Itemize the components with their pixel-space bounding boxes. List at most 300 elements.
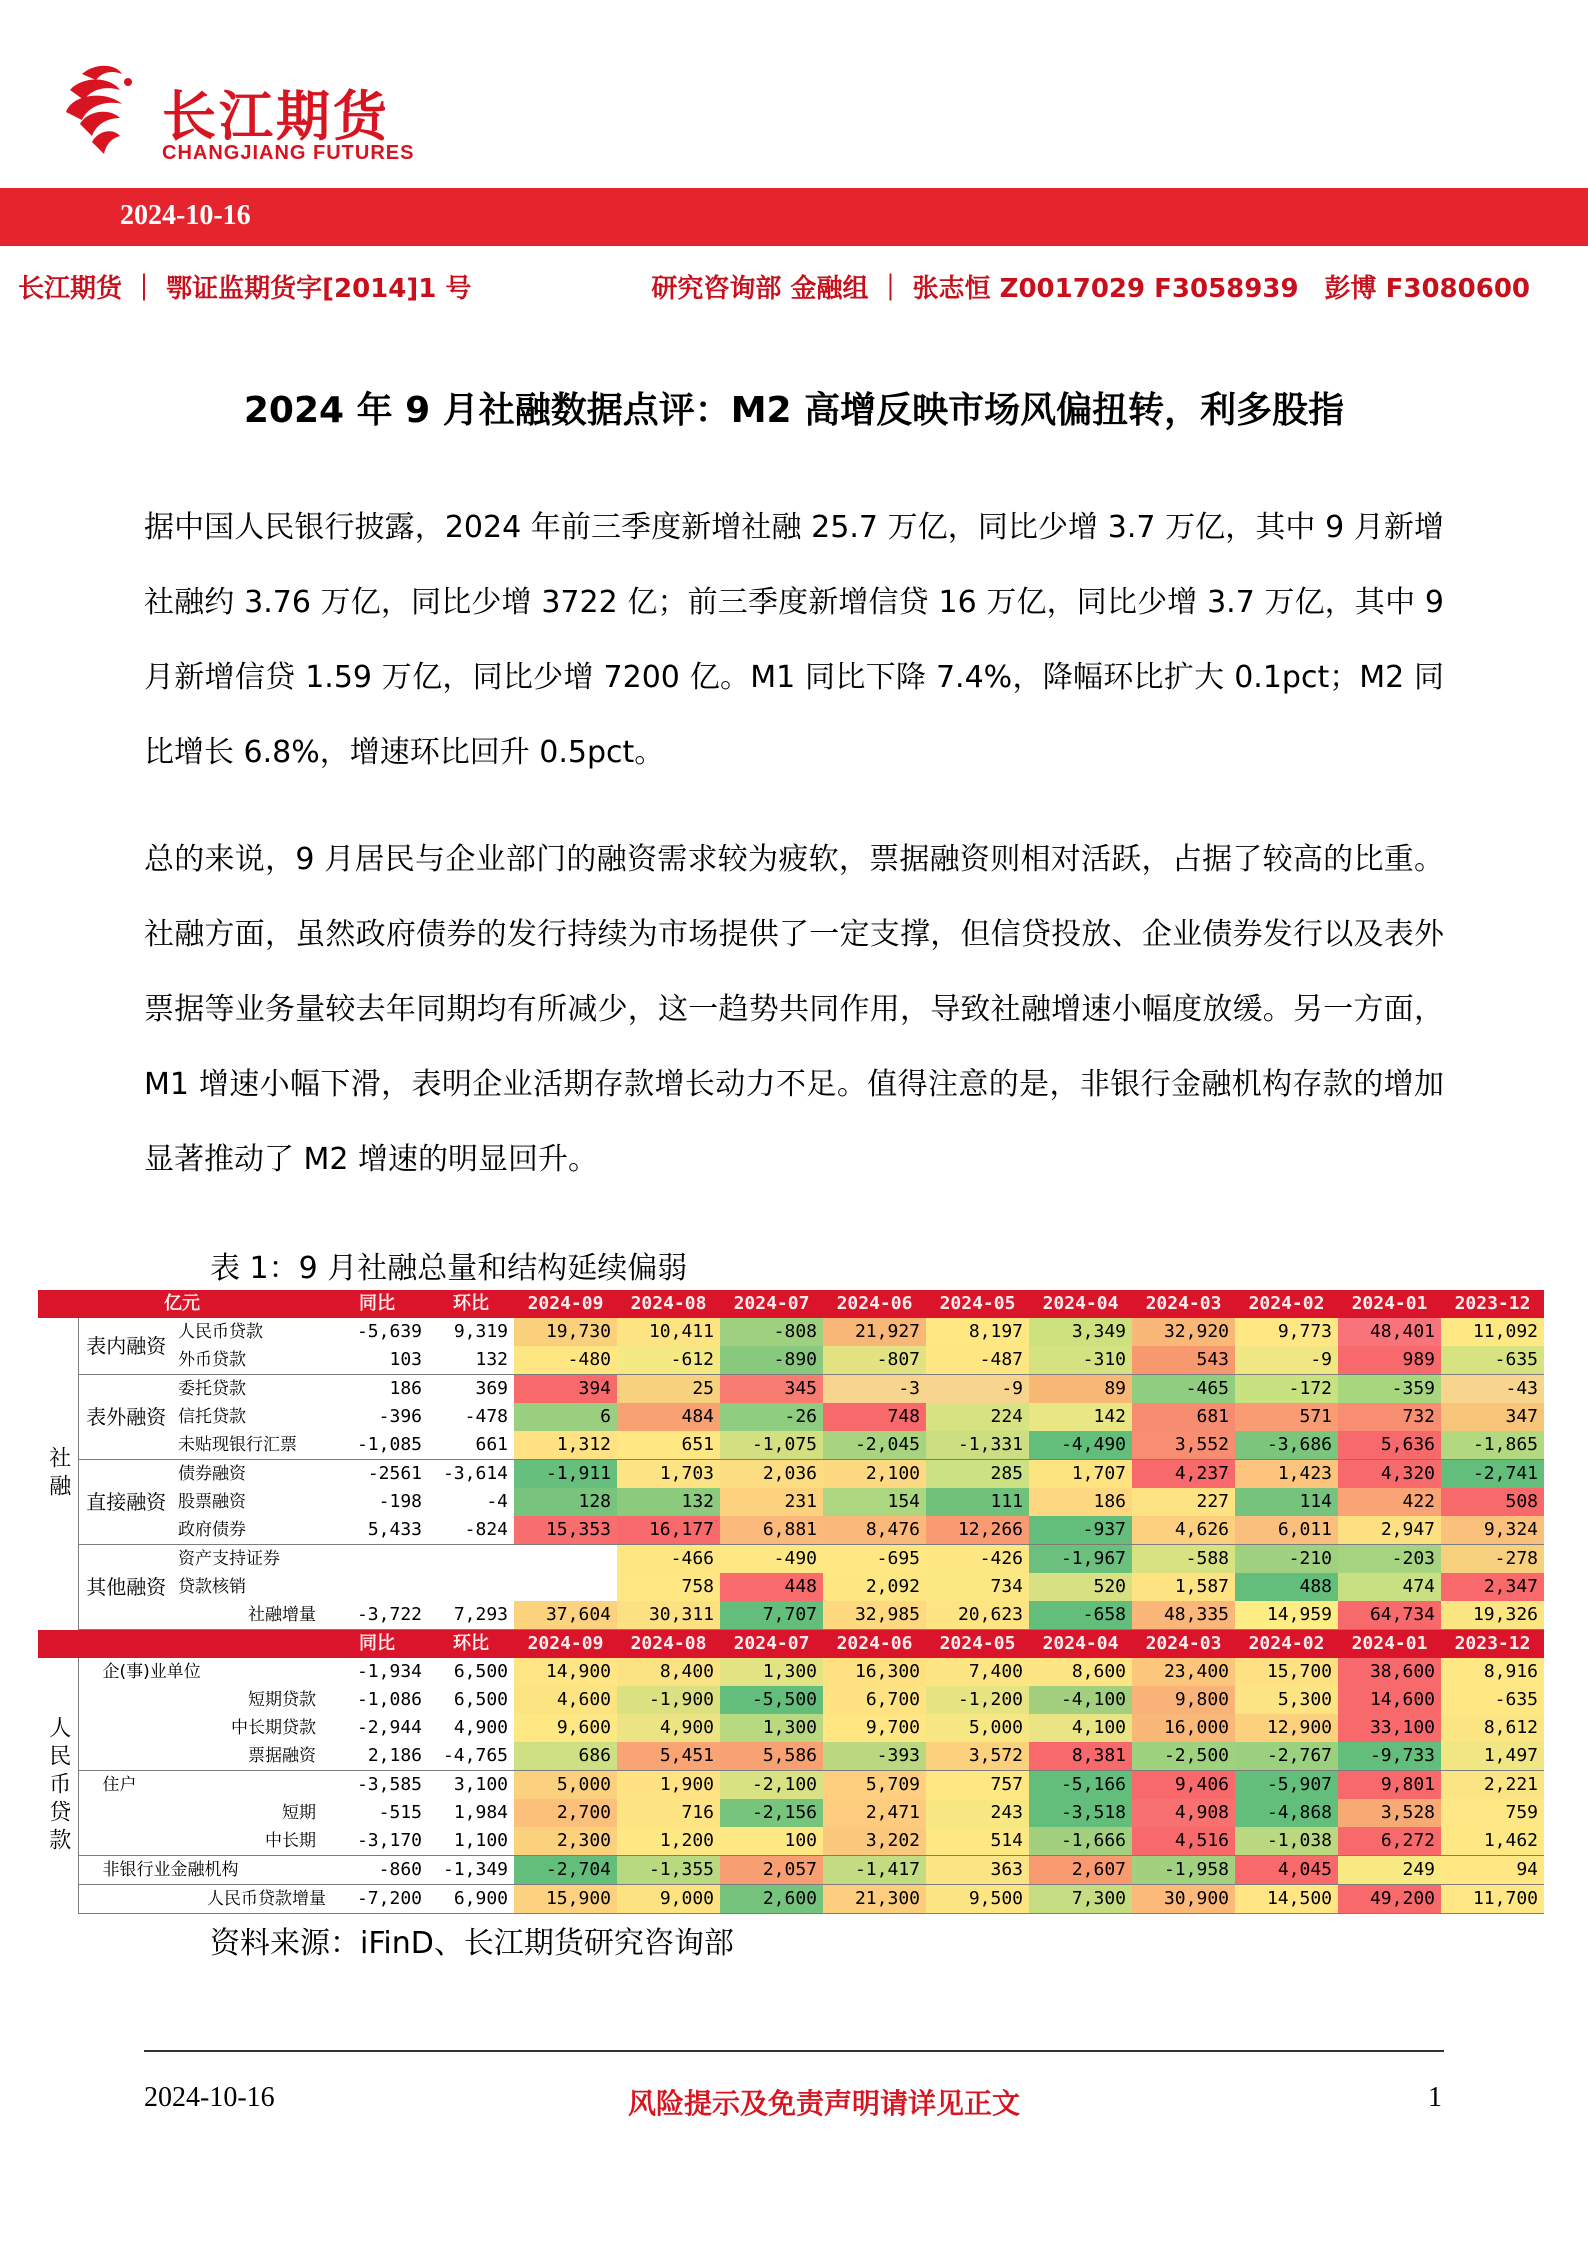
cell-value: 186 bbox=[1029, 1488, 1132, 1516]
cell-mom: 4,900 bbox=[453, 1717, 508, 1738]
cell-value: 8,476 bbox=[823, 1516, 926, 1545]
cell-value: 3,202 bbox=[823, 1827, 926, 1856]
header-month: 2024-09 bbox=[514, 1630, 617, 1659]
cell-value: 227 bbox=[1132, 1488, 1235, 1516]
cell-value: -1,075 bbox=[720, 1431, 823, 1460]
cell-value: 9,500 bbox=[926, 1885, 1029, 1914]
cell-value: 543 bbox=[1132, 1346, 1235, 1375]
cell-value: 128 bbox=[514, 1488, 617, 1516]
cell-mom: 9,319 bbox=[453, 1321, 508, 1342]
cell-value: 111 bbox=[926, 1488, 1029, 1516]
cell-value: 32,985 bbox=[823, 1601, 926, 1630]
table-row bbox=[38, 1885, 1544, 1914]
cell-value: 224 bbox=[926, 1403, 1029, 1431]
company-logo bbox=[62, 60, 422, 170]
cell-value: 64,734 bbox=[1338, 1601, 1441, 1630]
cell-yoy: -3,170 bbox=[326, 1827, 428, 1856]
cell-value: 394 bbox=[514, 1375, 617, 1404]
cell-value: 8,612 bbox=[1441, 1714, 1544, 1742]
table-row bbox=[38, 1799, 1544, 1827]
cell-value: 748 bbox=[823, 1403, 926, 1431]
cell-value: 231 bbox=[720, 1488, 823, 1516]
cell-value: -635 bbox=[1441, 1346, 1544, 1375]
cell-value: 89 bbox=[1029, 1375, 1132, 1404]
cell-value: 6,700 bbox=[823, 1686, 926, 1714]
cell-yoy: -1,934 bbox=[356, 1661, 422, 1682]
table-caption: 表 1：9 月社融总量和结构延续偏弱 bbox=[210, 1251, 688, 1286]
cell-value: -203 bbox=[1338, 1545, 1441, 1574]
cell-value: 6,011 bbox=[1235, 1516, 1338, 1545]
group-label: 直接融资 bbox=[78, 1460, 174, 1545]
cell-value: 8,197 bbox=[926, 1318, 1029, 1346]
cell-value: 8,600 bbox=[1029, 1658, 1132, 1686]
table-row bbox=[38, 1686, 1544, 1714]
cell-value: -487 bbox=[926, 1346, 1029, 1375]
row-label: 股票融资 bbox=[178, 1492, 246, 1512]
cell-value: 23,400 bbox=[1132, 1658, 1235, 1686]
cell-value: -1,417 bbox=[823, 1856, 926, 1885]
cell-value: -278 bbox=[1441, 1545, 1544, 1574]
cell-yoy: -7,200 bbox=[326, 1885, 428, 1914]
cell-value: -658 bbox=[1029, 1601, 1132, 1630]
cell-value: 2,471 bbox=[823, 1799, 926, 1827]
cell-value: 7,300 bbox=[1029, 1885, 1132, 1914]
header-unit: 亿元 bbox=[38, 1290, 326, 1318]
cell-mom: 6,900 bbox=[428, 1885, 514, 1914]
cell-value: 9,406 bbox=[1132, 1771, 1235, 1800]
cell-value: 15,700 bbox=[1235, 1658, 1338, 1686]
cell-value: 1,497 bbox=[1441, 1742, 1544, 1771]
cell-value: 1,587 bbox=[1132, 1573, 1235, 1601]
cell-mom: -824 bbox=[428, 1516, 514, 1545]
cell-mom: -3,614 bbox=[442, 1463, 508, 1484]
cell-value: 10,411 bbox=[617, 1318, 720, 1346]
cell-value: -2,100 bbox=[720, 1771, 823, 1800]
cell-value: 2,700 bbox=[514, 1799, 617, 1827]
cell-value: 9,773 bbox=[1235, 1318, 1338, 1346]
cell-value: 12,266 bbox=[926, 1516, 1029, 1545]
cell-value: 1,200 bbox=[617, 1827, 720, 1856]
cell-yoy bbox=[326, 1545, 428, 1574]
header-month: 2024-06 bbox=[823, 1290, 926, 1318]
table-header-row bbox=[38, 1630, 1544, 1659]
cell-value: 49,200 bbox=[1338, 1885, 1441, 1914]
cell-value: 9,000 bbox=[617, 1885, 720, 1914]
cell-value: 9,700 bbox=[823, 1714, 926, 1742]
cell-value: 1,900 bbox=[617, 1771, 720, 1800]
cell-yoy: -2561 bbox=[367, 1463, 422, 1484]
cell-value: 5,636 bbox=[1338, 1431, 1441, 1460]
cell-value: 16,000 bbox=[1132, 1714, 1235, 1742]
cell-mom bbox=[428, 1573, 514, 1601]
cell-value: 5,000 bbox=[926, 1714, 1029, 1742]
section-label-social-financing: 社融 bbox=[38, 1318, 78, 1630]
cell-mom: 661 bbox=[428, 1431, 514, 1460]
cell-value: 132 bbox=[617, 1488, 720, 1516]
footer-date: 2024-10-16 bbox=[144, 2082, 275, 2113]
cell-value: -1,967 bbox=[1029, 1545, 1132, 1574]
cell-value: 9,600 bbox=[514, 1714, 617, 1742]
cell-value: 474 bbox=[1338, 1573, 1441, 1601]
cell-value: -3,686 bbox=[1235, 1431, 1338, 1460]
cell-value: 14,500 bbox=[1235, 1885, 1338, 1914]
header-yoy: 同比 bbox=[326, 1290, 428, 1318]
cell-value: 154 bbox=[823, 1488, 926, 1516]
cell-value: 732 bbox=[1338, 1403, 1441, 1431]
cell-value: 3,552 bbox=[1132, 1431, 1235, 1460]
cell-value: -466 bbox=[617, 1545, 720, 1574]
cell-value: 4,100 bbox=[1029, 1714, 1132, 1742]
cell-value: 4,908 bbox=[1132, 1799, 1235, 1827]
row-label: 中长期 bbox=[78, 1827, 326, 1856]
cell-value: 422 bbox=[1338, 1488, 1441, 1516]
group-label: 其他融资 bbox=[78, 1545, 174, 1630]
cell-value: -890 bbox=[720, 1346, 823, 1375]
row-label: 企(事)业单位 bbox=[102, 1662, 201, 1682]
cell-value: 33,100 bbox=[1338, 1714, 1441, 1742]
cell-value: 25 bbox=[617, 1375, 720, 1404]
cell-value: -393 bbox=[823, 1742, 926, 1771]
group-label: 表内融资 bbox=[78, 1318, 174, 1375]
cell-mom bbox=[428, 1545, 514, 1574]
cell-value: 716 bbox=[617, 1799, 720, 1827]
cell-value: 3,349 bbox=[1029, 1318, 1132, 1346]
paragraph-analysis: 总的来说，9 月居民与企业部门的融资需求较为疲软，票据融资则相对活跃，占据了较高的比重。社融方面，虽然政府债券的发行持续为市场提供了一定支撑，但信贷投放、企业债券发行以及表外票据等业务量较去年同期均有所减少，这一趋势共同作用，导致社融增速小幅度放缓。另一方面，M1 增速小幅下滑，表明企业活期存款增长动力不足。值得注意的是，非银行金融机构存款的增加显著推动了 M2 增速的明显回升。 bbox=[144, 842, 1444, 1177]
header-mom: 环比 bbox=[428, 1290, 514, 1318]
cell-value: 4,626 bbox=[1132, 1516, 1235, 1545]
cell-value: 686 bbox=[514, 1742, 617, 1771]
social-financing-table bbox=[38, 1290, 1544, 1914]
cell-value: 5,300 bbox=[1235, 1686, 1338, 1714]
header-month: 2024-06 bbox=[823, 1630, 926, 1659]
cell-value: 12,900 bbox=[1235, 1714, 1338, 1742]
cell-value: 508 bbox=[1441, 1488, 1544, 1516]
header-month: 2024-05 bbox=[926, 1290, 1029, 1318]
cell-yoy: -515 bbox=[378, 1802, 422, 1823]
row-label: 短期 bbox=[282, 1803, 316, 1823]
row-label: 贷款核销 bbox=[178, 1577, 246, 1597]
cell-value: -2,045 bbox=[823, 1431, 926, 1460]
row-label: 政府债券 bbox=[174, 1516, 326, 1545]
table-row bbox=[38, 1714, 1544, 1742]
cell-value: 4,900 bbox=[617, 1714, 720, 1742]
header-month: 2024-01 bbox=[1338, 1290, 1441, 1318]
cell-value: 15,353 bbox=[514, 1516, 617, 1545]
table-row bbox=[38, 1545, 1544, 1574]
cell-mom: 6,500 bbox=[453, 1661, 508, 1682]
cell-value: 3,528 bbox=[1338, 1799, 1441, 1827]
cell-value: 6 bbox=[514, 1403, 617, 1431]
header-month: 2024-07 bbox=[720, 1290, 823, 1318]
cell-value: 1,300 bbox=[720, 1658, 823, 1686]
cell-yoy: 5,433 bbox=[326, 1516, 428, 1545]
cell-value: 1,703 bbox=[617, 1460, 720, 1489]
row-label: 信托贷款 bbox=[178, 1407, 246, 1427]
cell-value: 2,947 bbox=[1338, 1516, 1441, 1545]
cell-value: 6,272 bbox=[1338, 1827, 1441, 1856]
cell-value: 20,623 bbox=[926, 1601, 1029, 1630]
row-label: 中长期贷款 bbox=[231, 1718, 316, 1738]
cell-value: -2,741 bbox=[1441, 1460, 1544, 1489]
cell-value: -1,900 bbox=[617, 1686, 720, 1714]
table-row bbox=[38, 1346, 1544, 1375]
header-month: 2024-03 bbox=[1132, 1290, 1235, 1318]
cell-mom: -1,349 bbox=[428, 1856, 514, 1885]
cell-value: 1,300 bbox=[720, 1714, 823, 1742]
row-label: 外币贷款 bbox=[174, 1346, 326, 1375]
header-month: 2024-01 bbox=[1338, 1630, 1441, 1659]
cell-value: 5,709 bbox=[823, 1771, 926, 1800]
cell-value: 757 bbox=[926, 1771, 1029, 1800]
cell-value: 484 bbox=[617, 1403, 720, 1431]
cell-value: -4,868 bbox=[1235, 1799, 1338, 1827]
cell-value: 243 bbox=[926, 1799, 1029, 1827]
cell-value: 19,730 bbox=[514, 1318, 617, 1346]
cell-yoy: -860 bbox=[326, 1856, 428, 1885]
cell-value: -1,355 bbox=[617, 1856, 720, 1885]
header-month: 2024-09 bbox=[514, 1290, 617, 1318]
cell-yoy: 2,186 bbox=[326, 1742, 428, 1771]
row-label: 债券融资 bbox=[178, 1464, 246, 1484]
cell-value: 7,707 bbox=[720, 1601, 823, 1630]
row-label: 委托贷款 bbox=[178, 1379, 246, 1399]
cell-mom: -4 bbox=[486, 1491, 508, 1512]
cell-value: 5,000 bbox=[514, 1771, 617, 1800]
cell-value: -172 bbox=[1235, 1375, 1338, 1404]
cell-value: 94 bbox=[1441, 1856, 1544, 1885]
cell-value: 21,300 bbox=[823, 1885, 926, 1914]
cell-value: -4,100 bbox=[1029, 1686, 1132, 1714]
cell-value: 1,707 bbox=[1029, 1460, 1132, 1489]
table-row bbox=[38, 1827, 1544, 1856]
cell-yoy: 186 bbox=[389, 1378, 422, 1399]
cell-value: 2,607 bbox=[1029, 1856, 1132, 1885]
dragon-logo-icon bbox=[62, 60, 154, 164]
cell-value: -1,331 bbox=[926, 1431, 1029, 1460]
cell-value: -9 bbox=[1235, 1346, 1338, 1375]
report-title: 2024 年 9 月社融数据点评：M2 高增反映市场风偏扭转，利多股指 bbox=[243, 390, 1345, 431]
data-source: 资料来源：iFinD、长江期货研究咨询部 bbox=[210, 1926, 734, 1961]
cell-value: 2,221 bbox=[1441, 1771, 1544, 1800]
cell-value: 2,600 bbox=[720, 1885, 823, 1914]
cell-value: -1,958 bbox=[1132, 1856, 1235, 1885]
cell-yoy: 103 bbox=[326, 1346, 428, 1375]
cell-value: -588 bbox=[1132, 1545, 1235, 1574]
table-row bbox=[38, 1658, 1544, 1686]
header-month: 2024-02 bbox=[1235, 1290, 1338, 1318]
cell-value: -5,166 bbox=[1029, 1771, 1132, 1800]
cell-value: 249 bbox=[1338, 1856, 1441, 1885]
cell-value: 571 bbox=[1235, 1403, 1338, 1431]
cell-value: -3 bbox=[823, 1375, 926, 1404]
header-month: 2024-04 bbox=[1029, 1630, 1132, 1659]
cell-mom: 1,984 bbox=[453, 1802, 508, 1823]
cell-value: 2,036 bbox=[720, 1460, 823, 1489]
table-row bbox=[38, 1742, 1544, 1771]
analyst-info: 研究咨询部 金融组 ｜ 张志恒 Z0017029 F3058939 彭博 F3080600 bbox=[651, 274, 1530, 304]
cell-value: -1,666 bbox=[1029, 1827, 1132, 1856]
cell-mom: -478 bbox=[464, 1406, 508, 1427]
cell-value: 2,092 bbox=[823, 1573, 926, 1601]
cell-mom: 132 bbox=[428, 1346, 514, 1375]
cell-value: -3,518 bbox=[1029, 1799, 1132, 1827]
cell-value: 3,572 bbox=[926, 1742, 1029, 1771]
cell-value: 1,423 bbox=[1235, 1460, 1338, 1489]
cell-yoy: -396 bbox=[378, 1406, 422, 1427]
cell-value: 514 bbox=[926, 1827, 1029, 1856]
cell-value: 345 bbox=[720, 1375, 823, 1404]
header-month: 2024-07 bbox=[720, 1630, 823, 1659]
header-date: 2024-10-16 bbox=[120, 200, 251, 231]
table-row bbox=[38, 1771, 1544, 1800]
cell-value: -210 bbox=[1235, 1545, 1338, 1574]
cell-value: 363 bbox=[926, 1856, 1029, 1885]
cell-value: 5,451 bbox=[617, 1742, 720, 1771]
cell-value: 21,927 bbox=[823, 1318, 926, 1346]
header-month: 2024-05 bbox=[926, 1630, 1029, 1659]
cell-value: 2,100 bbox=[823, 1460, 926, 1489]
cell-mom: -4,765 bbox=[428, 1742, 514, 1771]
cell-value: -695 bbox=[823, 1545, 926, 1574]
table-row bbox=[38, 1856, 1544, 1885]
cell-value: 5,586 bbox=[720, 1742, 823, 1771]
header-unit bbox=[38, 1630, 326, 1659]
cell-value: 15,900 bbox=[514, 1885, 617, 1914]
table-row bbox=[38, 1460, 1544, 1489]
row-label: 人民币贷款增量 bbox=[78, 1885, 326, 1914]
cell-value: 681 bbox=[1132, 1403, 1235, 1431]
header-month: 2024-02 bbox=[1235, 1630, 1338, 1659]
row-label: 未贴现银行汇票 bbox=[174, 1431, 326, 1460]
cell-value: 16,300 bbox=[823, 1658, 926, 1686]
brand-name-cn: 长江期货 bbox=[162, 85, 390, 148]
cell-yoy bbox=[326, 1573, 428, 1601]
cell-value: 8,381 bbox=[1029, 1742, 1132, 1771]
row-label: 资产支持证券 bbox=[178, 1549, 280, 1569]
cell-value: 4,600 bbox=[514, 1686, 617, 1714]
cell-mom: 3,100 bbox=[453, 1774, 508, 1795]
row-label: 住户 bbox=[102, 1775, 137, 1795]
cell-value: 11,700 bbox=[1441, 1885, 1544, 1914]
table-row bbox=[38, 1488, 1544, 1516]
cell-value: -807 bbox=[823, 1346, 926, 1375]
table-row bbox=[38, 1516, 1544, 1545]
cell-mom: 7,293 bbox=[428, 1601, 514, 1630]
section-label-rmb-loans: 人民币贷款 bbox=[38, 1658, 78, 1914]
cell-yoy: -1,086 bbox=[356, 1689, 422, 1710]
cell-value: -1,200 bbox=[926, 1686, 1029, 1714]
cell-value: -426 bbox=[926, 1545, 1029, 1574]
row-label: 人民币贷款 bbox=[178, 1322, 263, 1342]
row-label: 非银行业金融机构 bbox=[78, 1856, 326, 1885]
paragraph-summary: 据中国人民银行披露，2024 年前三季度新增社融 25.7 万亿，同比少增 3.7 万亿，其中 9 月新增社融约 3.76 万亿，同比少增 3722 亿；前三季度新增信贷 16 万亿，同比少增 3.7 万亿，其中 9 月新增信贷 1.59 万亿，同比少增 7200 亿。M1 同比下降 7.4%，降幅环比扩大 0.1pct；M2 同比增长 6.8%，增速环比回升 0.5pct。 bbox=[144, 510, 1444, 770]
cell-value: -2,704 bbox=[514, 1856, 617, 1885]
header-yoy: 同比 bbox=[326, 1630, 428, 1659]
cell-value: -635 bbox=[1441, 1686, 1544, 1714]
table-row bbox=[38, 1403, 1544, 1431]
row-label: 短期贷款 bbox=[248, 1690, 316, 1710]
cell-value: -1,911 bbox=[514, 1460, 617, 1489]
cell-value: -612 bbox=[617, 1346, 720, 1375]
header-mom: 环比 bbox=[428, 1630, 514, 1659]
brand-name-en: CHANGJIANG FUTURES bbox=[162, 142, 415, 164]
header-month: 2023-12 bbox=[1441, 1630, 1544, 1659]
cell-value: 4,045 bbox=[1235, 1856, 1338, 1885]
license-info: 长江期货 ｜ 鄂证监期货字[2014]1 号 bbox=[18, 274, 472, 304]
cell-value: 285 bbox=[926, 1460, 1029, 1489]
cell-value: 2,347 bbox=[1441, 1573, 1544, 1601]
cell-value: 1,462 bbox=[1441, 1827, 1544, 1856]
cell-value: 48,401 bbox=[1338, 1318, 1441, 1346]
header-bar bbox=[0, 188, 1588, 246]
cell-value: 48,335 bbox=[1132, 1601, 1235, 1630]
cell-value: -1,038 bbox=[1235, 1827, 1338, 1856]
cell-yoy: -2,944 bbox=[356, 1717, 422, 1738]
cell-value: 32,920 bbox=[1132, 1318, 1235, 1346]
cell-mom: 369 bbox=[475, 1378, 508, 1399]
table-row bbox=[38, 1375, 1544, 1404]
cell-value: 8,916 bbox=[1441, 1658, 1544, 1686]
table-row bbox=[38, 1601, 1544, 1630]
cell-value: -490 bbox=[720, 1545, 823, 1574]
cell-yoy: -1,085 bbox=[326, 1431, 428, 1460]
header-month: 2024-03 bbox=[1132, 1630, 1235, 1659]
cell-value: -43 bbox=[1441, 1375, 1544, 1404]
table-row bbox=[38, 1318, 1544, 1346]
cell-value: -2,500 bbox=[1132, 1742, 1235, 1771]
cell-value bbox=[514, 1573, 617, 1601]
cell-mom: 6,500 bbox=[453, 1689, 508, 1710]
table-header-row bbox=[38, 1290, 1544, 1318]
cell-value: -26 bbox=[720, 1403, 823, 1431]
cell-value: 488 bbox=[1235, 1573, 1338, 1601]
table-row bbox=[38, 1573, 1544, 1601]
cell-value: -465 bbox=[1132, 1375, 1235, 1404]
cell-value: 759 bbox=[1441, 1799, 1544, 1827]
cell-value: 142 bbox=[1029, 1403, 1132, 1431]
page-number: 1 bbox=[1428, 2082, 1442, 2113]
cell-value: 9,801 bbox=[1338, 1771, 1441, 1800]
header-month: 2024-04 bbox=[1029, 1290, 1132, 1318]
cell-yoy: -198 bbox=[378, 1491, 422, 1512]
cell-value: 2,300 bbox=[514, 1827, 617, 1856]
cell-value: 6,881 bbox=[720, 1516, 823, 1545]
table-row bbox=[38, 1431, 1544, 1460]
cell-value: 651 bbox=[617, 1431, 720, 1460]
cell-value: 14,900 bbox=[514, 1658, 617, 1686]
cell-value: 11,092 bbox=[1441, 1318, 1544, 1346]
cell-value: 4,237 bbox=[1132, 1460, 1235, 1489]
cell-value: -2,156 bbox=[720, 1799, 823, 1827]
cell-value: 734 bbox=[926, 1573, 1029, 1601]
cell-value: 1,312 bbox=[514, 1431, 617, 1460]
cell-mom: 1,100 bbox=[428, 1827, 514, 1856]
cell-value: 2,057 bbox=[720, 1856, 823, 1885]
footer-divider bbox=[144, 2050, 1444, 2052]
cell-value: 758 bbox=[617, 1573, 720, 1601]
cell-value: 4,516 bbox=[1132, 1827, 1235, 1856]
cell-value: 4,320 bbox=[1338, 1460, 1441, 1489]
cell-value: -480 bbox=[514, 1346, 617, 1375]
header-month: 2024-08 bbox=[617, 1290, 720, 1318]
cell-value: -2,767 bbox=[1235, 1742, 1338, 1771]
row-label: 票据融资 bbox=[78, 1742, 326, 1771]
cell-value: 14,600 bbox=[1338, 1686, 1441, 1714]
cell-value: -9 bbox=[926, 1375, 1029, 1404]
cell-value: 448 bbox=[720, 1573, 823, 1601]
cell-value: -359 bbox=[1338, 1375, 1441, 1404]
group-label: 表外融资 bbox=[78, 1375, 174, 1460]
